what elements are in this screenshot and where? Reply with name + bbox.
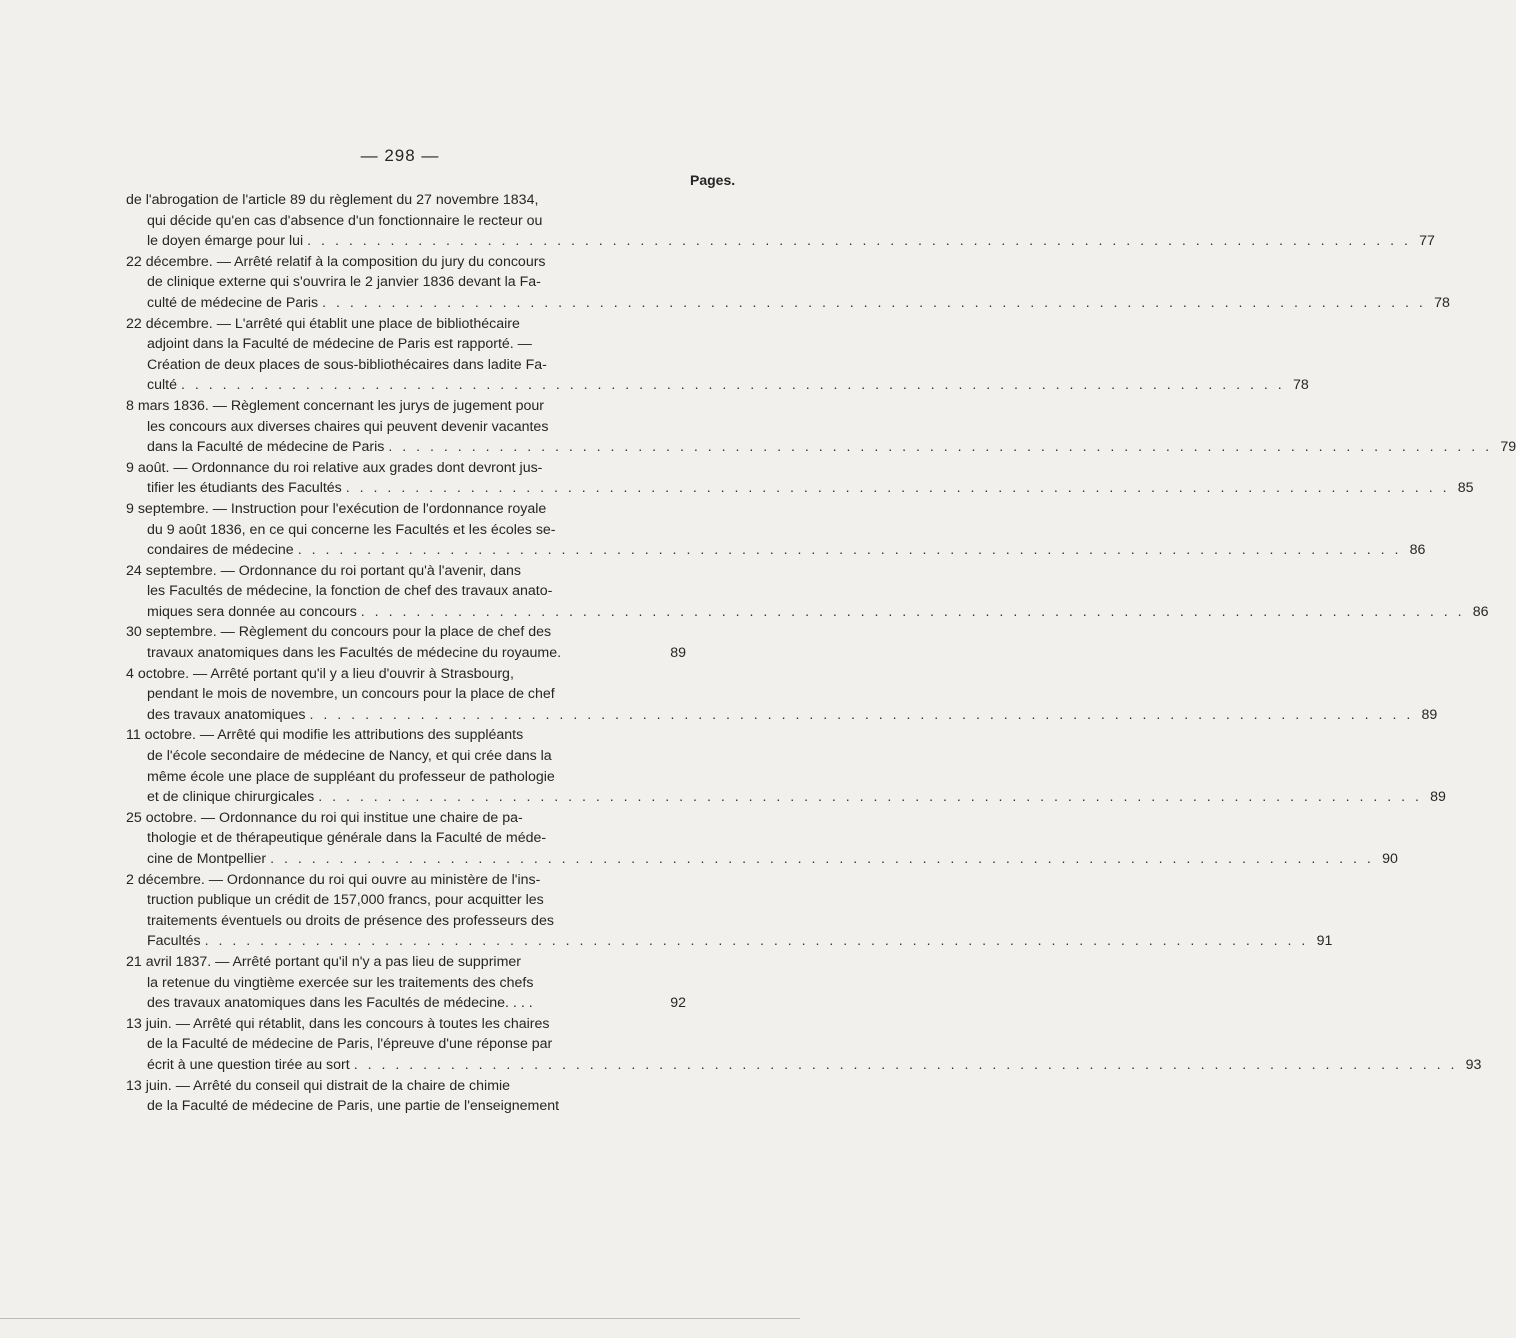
toc-entry-line bbox=[126, 1096, 686, 1117]
toc-entry-line bbox=[126, 828, 686, 849]
toc-entry-line bbox=[126, 602, 1489, 623]
dot-leader: . . . . . . . . . . . . . . . . . . . . . . . . . . . . . . . . . . . . . . . . . . . . . . . . . . . . . . . . . . . . . . . . . . . . . . . . . . . . . . . . bbox=[360, 603, 1465, 620]
toc-entry bbox=[126, 252, 1450, 314]
entry-text: des travaux anatomiques dans les Facultés de médecine. . . . bbox=[147, 995, 533, 1012]
page-reference: 86 bbox=[1409, 542, 1426, 559]
entry-text: la retenue du vingtième exercée sur les traitements des chefs bbox=[147, 974, 534, 991]
page-reference: 92 bbox=[670, 995, 686, 1012]
toc-entry-line bbox=[126, 622, 686, 643]
entry-text: Création de deux places de sous-bibliothécaires dans ladite Fa- bbox=[147, 356, 547, 373]
page-reference: 89 bbox=[1430, 789, 1446, 806]
pages-column-header: Pages. bbox=[690, 172, 736, 188]
entry-text: pendant le mois de novembre, un concours pour la place de chef bbox=[147, 686, 555, 703]
toc-entry-line bbox=[126, 705, 1438, 726]
entry-text: 13 juin. — Arrêté du conseil qui distrait de la chaire de chimie bbox=[126, 1077, 511, 1094]
toc-entry-line bbox=[126, 375, 1309, 396]
toc-entry bbox=[126, 808, 1398, 870]
entry-text: 25 octobre. — Ordonnance du roi qui institue une chaire de pa- bbox=[126, 809, 523, 826]
entry-text: 2 décembre. — Ordonnance du roi qui ouvre au ministère de l'ins- bbox=[126, 871, 541, 888]
entry-text: 22 décembre. — L'arrêté qui établit une place de bibliothécaire bbox=[126, 315, 520, 332]
toc-entry-line bbox=[126, 870, 686, 891]
toc-entry bbox=[126, 458, 1474, 499]
toc-entry bbox=[126, 870, 1333, 952]
entry-text: de clinique externe qui s'ouvrira le 2 janvier 1836 devant la Fa- bbox=[147, 274, 541, 291]
toc-entry-line bbox=[126, 211, 686, 232]
entry-text: même école une place de suppléant du professeur de pathologie bbox=[147, 768, 555, 785]
page-reference: 89 bbox=[1421, 706, 1438, 723]
toc-entry bbox=[126, 725, 1446, 807]
toc-entry bbox=[126, 664, 1438, 726]
page-reference: 89 bbox=[670, 645, 686, 662]
page-reference: 86 bbox=[1472, 603, 1489, 620]
toc-entry-line bbox=[126, 1055, 1482, 1076]
page-reference: 91 bbox=[1316, 933, 1333, 950]
toc-entry bbox=[126, 314, 1309, 396]
entry-text: les concours aux diverses chaires qui peuvent devenir vacantes bbox=[147, 418, 549, 435]
entry-text: le doyen émarge pour lui bbox=[147, 233, 304, 250]
entry-text: traitements éventuels ou droits de présence des professeurs des bbox=[147, 912, 554, 929]
toc-entry-line bbox=[126, 540, 1426, 561]
entry-text: 8 mars 1836. — Règlement concernant les jurys de jugement pour bbox=[126, 397, 544, 414]
entry-text: de la Faculté de médecine de Paris, l'épreuve d'une réponse par bbox=[147, 1036, 553, 1053]
toc-entry-line bbox=[126, 1034, 686, 1055]
toc-entry-line bbox=[126, 334, 686, 355]
entry-text: 24 septembre. — Ordonnance du roi portant qu'à l'avenir, dans bbox=[126, 562, 522, 579]
dot-leader: . . . . . . . . . . . . . . . . . . . . . . . . . . . . . . . . . . . . . . . . . . . . . . . . . . . . . . . . . . . . . . . . . . . . . . . . . . . . . . . . bbox=[345, 480, 1450, 497]
page-reference: 78 bbox=[1292, 377, 1309, 394]
toc-entry-line bbox=[126, 890, 686, 911]
toc-entry-line bbox=[126, 520, 686, 541]
toc-entry-line bbox=[126, 643, 686, 664]
page-reference: 90 bbox=[1382, 851, 1398, 867]
entry-text: du 9 août 1836, en ce qui concerne les Facultés et les écoles se- bbox=[147, 521, 556, 538]
entry-text: thologie et de thérapeutique générale dans la Faculté de méde- bbox=[147, 830, 547, 847]
toc-entry-line bbox=[126, 973, 686, 994]
toc-entry-line bbox=[126, 561, 686, 582]
entry-text: dans la Faculté de médecine de Paris bbox=[147, 439, 385, 456]
entry-text: 13 juin. — Arrêté qui rétablit, dans les concours à toutes les chaires bbox=[126, 1015, 550, 1032]
page-number: — 298 — bbox=[360, 146, 440, 165]
dot-leader: . . . . . . . . . . . . . . . . . . . . . . . . . . . . . . . . . . . . . . . . . . . . . . . . . . . . . . . . . . . . . . . . . . . . . . . . . . . . . . . . bbox=[307, 233, 1411, 250]
toc-entry-line bbox=[126, 252, 686, 273]
entry-text: de l'abrogation de l'article 89 du règlement du 27 novembre 1834, bbox=[126, 192, 539, 208]
toc-entry-line bbox=[126, 1076, 686, 1097]
dot-leader: . . . . . . . . . . . . . . . . . . . . . . . . . . . . . . . . . . . . . . . . . . . . . . . . . . . . . . . . . . . . . . . . . . . . . . . . . . . . . . . . bbox=[297, 542, 1402, 559]
toc-entry-line bbox=[126, 581, 686, 602]
dot-leader: . . . . . . . . . . . . . . . . . . . . . . . . . . . . . . . . . . . . . . . . . . . . . . . . . . . . . . . . . . . . . . . . . . . . . . . . . . . . . . . . bbox=[309, 706, 1414, 723]
toc-entry-line bbox=[126, 355, 686, 376]
toc-entry-line bbox=[126, 190, 686, 211]
entry-text: de l'école secondaire de médecine de Nancy, et qui crée dans la bbox=[147, 748, 552, 765]
toc-entry-line bbox=[126, 931, 1333, 952]
entry-text: des travaux anatomiques bbox=[147, 706, 306, 723]
entry-text: 21 avril 1837. — Arrêté portant qu'il n'y a pas lieu de supprimer bbox=[126, 953, 521, 970]
bottom-rule bbox=[0, 1318, 800, 1319]
entry-text: tifier les étudiants des Facultés bbox=[147, 480, 342, 497]
toc-entry-line bbox=[126, 952, 686, 973]
toc-entry-line bbox=[126, 746, 686, 767]
entry-text: 30 septembre. — Règlement du concours pour la place de chef des bbox=[126, 624, 552, 641]
entry-text: Facultés bbox=[147, 933, 201, 950]
entry-text: et de clinique chirurgicales bbox=[147, 789, 315, 806]
dot-leader: . . . . . . . . . . . . . . . . . . . . . . . . . . . . . . . . . . . . . . . . . . . . . . . . . . . . . . . . . . . . . . . . . . . . . . . . . . . . . . . . bbox=[322, 294, 1426, 311]
toc-entry-line bbox=[126, 911, 686, 932]
entry-text: qui décide qu'en cas d'absence d'un fonctionnaire le recteur ou bbox=[147, 212, 543, 229]
entry-text: cine de Montpellier bbox=[147, 851, 267, 867]
toc-entry-line bbox=[126, 293, 1450, 314]
toc-entry-line bbox=[126, 725, 686, 746]
toc-entry-line bbox=[126, 231, 1435, 252]
toc-entry-line bbox=[126, 272, 686, 293]
toc-entry bbox=[126, 190, 1435, 252]
table-of-contents bbox=[126, 190, 1516, 1117]
toc-entry-line bbox=[126, 684, 686, 705]
toc-entry-line bbox=[126, 808, 686, 829]
page-reference: 77 bbox=[1419, 233, 1435, 250]
entry-text: de la Faculté de médecine de Paris, une partie de l'enseignement bbox=[147, 1098, 560, 1115]
toc-entry-line bbox=[126, 664, 686, 685]
entry-text: 11 octobre. — Arrêté qui modifie les attributions des suppléants bbox=[126, 727, 524, 744]
toc-entry-line bbox=[126, 767, 686, 788]
page-reference: 93 bbox=[1465, 1056, 1482, 1073]
toc-entry bbox=[126, 561, 1489, 623]
entry-text: culté bbox=[147, 377, 177, 394]
toc-entry-line bbox=[126, 787, 1446, 808]
toc-entry-line bbox=[126, 396, 686, 417]
toc-entry-line bbox=[126, 417, 686, 438]
toc-entry bbox=[126, 1014, 1482, 1076]
entry-text: 9 septembre. — Instruction pour l'exécution de l'ordonnance royale bbox=[126, 500, 547, 517]
entry-text: miques sera donnée au concours bbox=[147, 603, 357, 620]
toc-entry-line bbox=[126, 478, 1474, 499]
toc-entry bbox=[126, 499, 1426, 561]
toc-entry-line bbox=[126, 437, 1516, 458]
toc-entry-line bbox=[126, 1014, 686, 1035]
toc-entry-line bbox=[126, 849, 1398, 870]
dot-leader: . . . . . . . . . . . . . . . . . . . . . . . . . . . . . . . . . . . . . . . . . . . . . . . . . . . . . . . . . . . . . . . . . . . . . . . . . . . . . . . . bbox=[180, 377, 1285, 394]
toc-entry-line bbox=[126, 993, 686, 1014]
entry-text: 9 août. — Ordonnance du roi relative aux grades dont devront jus- bbox=[126, 459, 543, 476]
dot-leader: . . . . . . . . . . . . . . . . . . . . . . . . . . . . . . . . . . . . . . . . . . . . . . . . . . . . . . . . . . . . . . . . . . . . . . . . . . . . . . . . bbox=[204, 933, 1309, 950]
toc-entry bbox=[126, 952, 686, 1014]
entry-text: les Facultés de médecine, la fonction de chef des travaux anato- bbox=[147, 583, 553, 600]
dot-leader: . . . . . . . . . . . . . . . . . . . . . . . . . . . . . . . . . . . . . . . . . . . . . . . . . . . . . . . . . . . . . . . . . . . . . . . . . . . . . . . . bbox=[270, 851, 1374, 867]
entry-text: adjoint dans la Faculté de médecine de Paris est rapporté. — bbox=[147, 336, 532, 353]
toc-entry bbox=[126, 622, 686, 663]
dot-leader: . . . . . . . . . . . . . . . . . . . . . . . . . . . . . . . . . . . . . . . . . . . . . . . . . . . . . . . . . . . . . . . . . . . . . . . . . . . . . . . . bbox=[353, 1056, 1458, 1073]
entry-text: condaires de médecine bbox=[147, 542, 294, 559]
toc-entry-line bbox=[126, 499, 686, 520]
toc-entry bbox=[126, 396, 1516, 458]
entry-text: truction publique un crédit de 157,000 francs, pour acquitter les bbox=[147, 892, 544, 909]
entry-text: écrit à une question tirée au sort bbox=[147, 1056, 350, 1073]
entry-text: 4 octobre. — Arrêté portant qu'il y a lieu d'ouvrir à Strasbourg, bbox=[126, 665, 514, 682]
entry-text: travaux anatomiques dans les Facultés de médecine du royaume. bbox=[147, 645, 562, 662]
page-reference: 78 bbox=[1434, 294, 1450, 311]
entry-text: culté de médecine de Paris bbox=[147, 294, 319, 311]
page-reference: 79 bbox=[1500, 439, 1516, 456]
dot-leader: . . . . . . . . . . . . . . . . . . . . . . . . . . . . . . . . . . . . . . . . . . . . . . . . . . . . . . . . . . . . . . . . . . . . . . . . . . . . . . . . bbox=[388, 439, 1493, 456]
page-reference: 85 bbox=[1457, 480, 1474, 497]
entry-text: 22 décembre. — Arrêté relatif à la composition du jury du concours bbox=[126, 253, 546, 270]
toc-entry-line bbox=[126, 458, 686, 479]
toc-entry bbox=[126, 1076, 686, 1117]
toc-entry-line bbox=[126, 314, 686, 335]
dot-leader: . . . . . . . . . . . . . . . . . . . . . . . . . . . . . . . . . . . . . . . . . . . . . . . . . . . . . . . . . . . . . . . . . . . . . . . . . . . . . . . . bbox=[318, 789, 1422, 806]
